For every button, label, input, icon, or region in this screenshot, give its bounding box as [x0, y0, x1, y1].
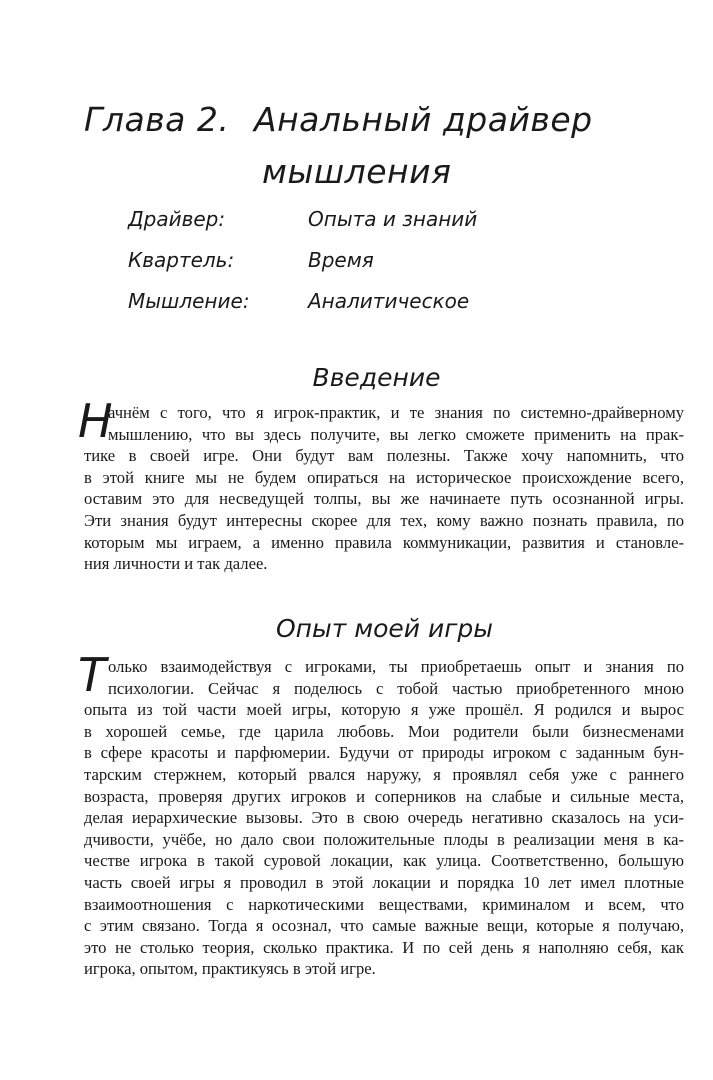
- text-line: в этой книге мы не будем опираться на историческое происхождение всего,: [84, 467, 684, 487]
- intro-paragraph: [84, 402, 684, 575]
- text-line: часть своей игры я проводил в этой локации и порядка 10 лет имел плотные: [84, 872, 684, 892]
- meta-key: Драйвер:: [128, 206, 226, 231]
- section-heading-game: Опыт моей игры: [276, 614, 493, 643]
- text-line: честве игрока в такой суровой локации, как улица. Соответственно, большую: [84, 851, 684, 871]
- text-line: в сфере красоты и парфюмерии. Будучи от природы игроком с заданным бун-: [84, 743, 684, 763]
- text-line: Эти знания будут интересны скорее для тех, кому важно познать правила, по: [84, 510, 684, 530]
- chapter-number: Глава 2.: [84, 100, 230, 139]
- meta-row-thinking: [128, 280, 477, 321]
- meta-key: Мышление:: [128, 288, 250, 313]
- chapter-title: [84, 100, 593, 140]
- meta-value: Опыта и знаний: [308, 206, 478, 231]
- text-line: возраста, проверяя других игроков и соперников на слабые и сильные места,: [84, 786, 684, 806]
- text-line: в хорошей семье, где царила любовь. Мои родители были бизнесменами: [84, 721, 684, 741]
- text-line: оставим это для несведущей толпы, вы же начинаете путь осознанной игры.: [84, 489, 684, 509]
- text-line: которым мы играем, а именно правила коммуникации, развития и становле-: [84, 532, 684, 552]
- text-line: ния личности и так далее.: [84, 554, 268, 574]
- text-line: делая иерархические вызовы. Это в свою очередь негативно сказалось на уси-: [84, 808, 684, 828]
- meta-value: Аналитическое: [308, 288, 470, 313]
- text-line: опыта из той части моей игры, которую я уже прошёл. Я родился и вырос: [84, 700, 684, 720]
- text-line: тике в своей игре. Они будут вам полезны. Также хочу напомнить, что: [84, 446, 684, 466]
- text-line: дчивости, учёбе, но дало свои положительные плоды в реализации меня в ка-: [84, 829, 684, 849]
- text-line: мышлению, что вы здесь получите, вы легко сможете применить на прак-: [108, 424, 684, 444]
- section-heading-intro: Введение: [312, 363, 441, 392]
- meta-row-quartel: [128, 239, 477, 280]
- text-line: это не столько теория, сколько практика. И по сей день я наполняю себя, как: [84, 937, 684, 957]
- text-line: взаимоотношения с наркотическими веществами, криминалом и всем, что: [84, 894, 684, 914]
- text-line: игрока, опытом, практикуясь в этой игре.: [84, 959, 376, 979]
- meta-row-driver: [128, 198, 477, 239]
- text-line: ачнём с того, что я игрок-практик, и те знания по системно-драйверному: [108, 403, 684, 422]
- text-line: тарским стержнем, который рвался наружу, я проявлял себя уже с раннего: [84, 764, 684, 784]
- text-line: психологии. Сейчас я поделюсь с тобой частью приобретенного мною: [108, 678, 684, 698]
- chapter-meta: [128, 198, 477, 321]
- chapter-title-line1: Анальный драйвер: [254, 100, 593, 139]
- dropcap-intro: Н: [78, 394, 113, 448]
- meta-value: Время: [308, 247, 374, 272]
- chapter-title-line2: мышления: [262, 152, 452, 191]
- text-line: с этим связано. Тогда я осознал, что самые важные вещи, которые я получаю,: [84, 916, 684, 936]
- text-line: олько взаимодействуя с игроками, ты приобретаешь опыт и знания по: [108, 657, 684, 676]
- meta-key: Квартель:: [128, 247, 235, 272]
- game-paragraph: [84, 656, 684, 980]
- dropcap-game: Т: [78, 648, 107, 702]
